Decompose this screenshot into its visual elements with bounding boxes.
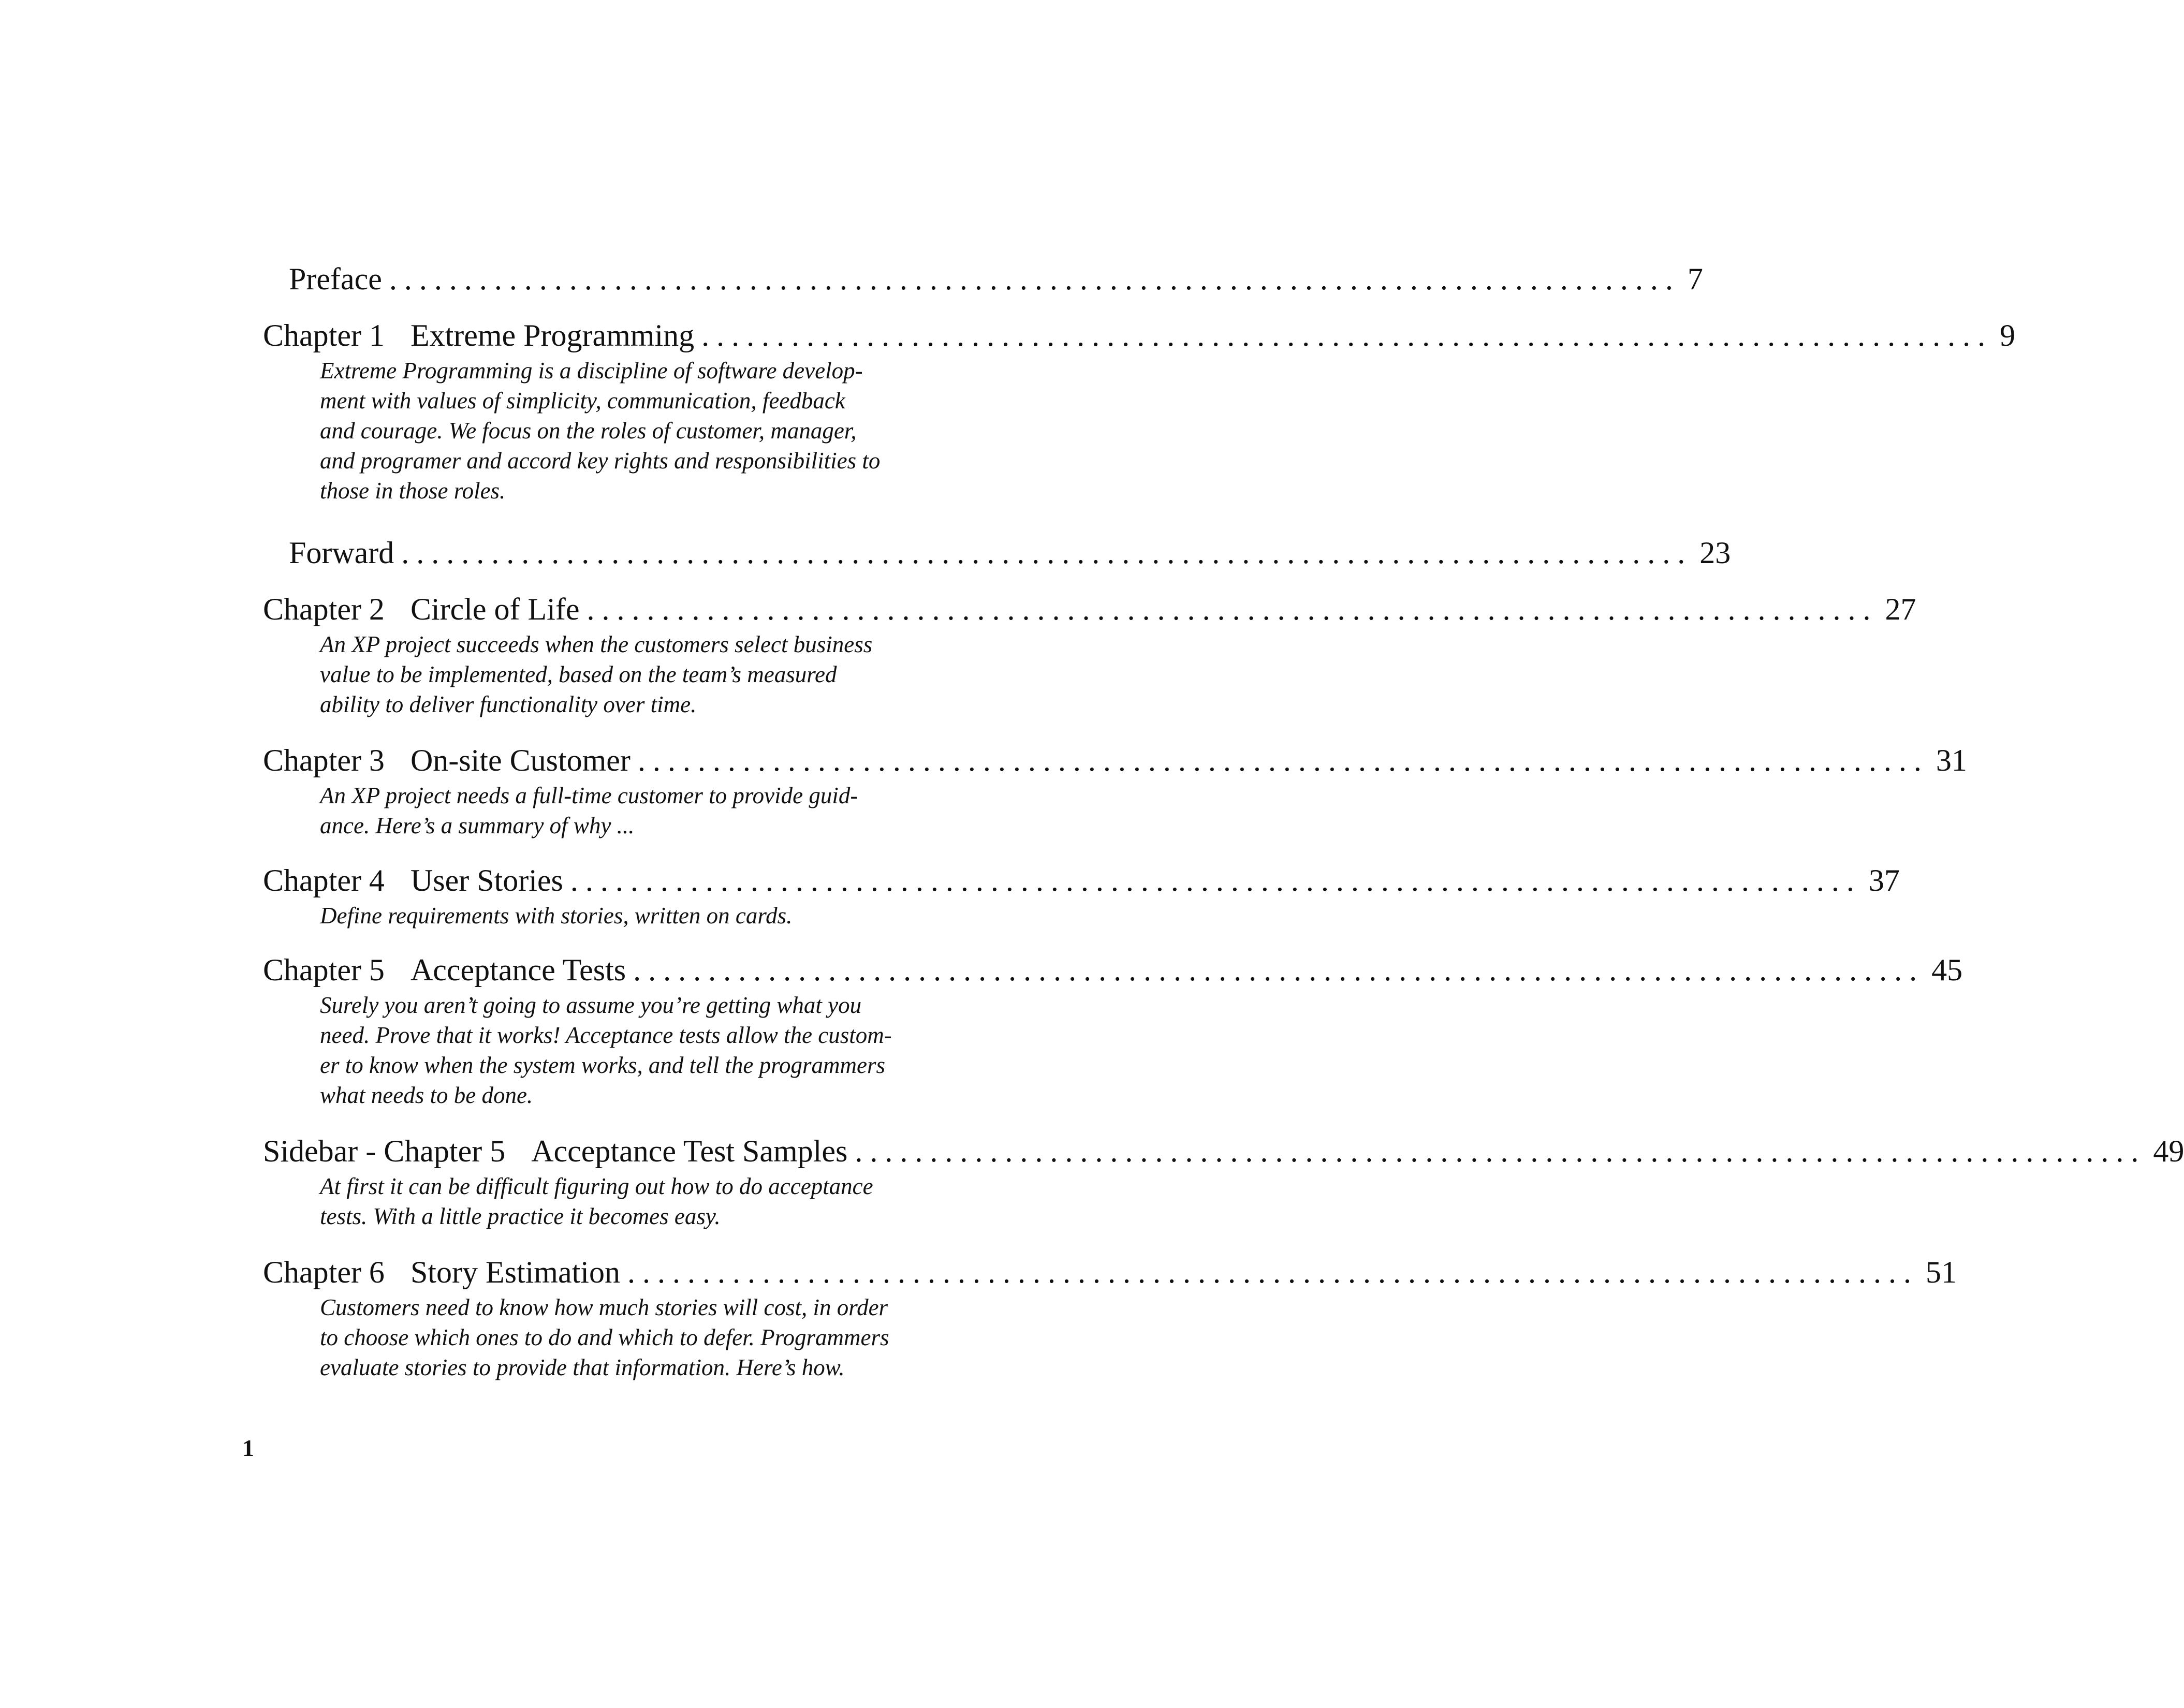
toc-entry-title: Circle of Life	[410, 592, 580, 626]
toc-entry-chapter-1	[263, 315, 2016, 506]
toc-entry-title: Extreme Programming	[410, 318, 695, 352]
toc-chapter-label: Chapter 2	[263, 592, 385, 626]
dot-leader: ......................................................................................	[701, 318, 1993, 352]
toc-entry-title: User Stories	[410, 863, 563, 897]
toc-entry-preface	[263, 259, 1703, 299]
dot-leader: ......................................................................................	[401, 536, 1693, 570]
toc-entry-description: Customers need to know how much stories will cost, in order to choose which ones to do and which to defer. Programmers evaluate stories to provide that information. Here’s how.	[320, 1294, 889, 1380]
toc-entry-chapter-5	[263, 950, 1963, 1110]
toc-entry-title: Story Estimation	[410, 1255, 620, 1289]
toc-chapter-label: Chapter 5	[263, 953, 385, 987]
toc-entry-chapter-3	[263, 740, 1967, 841]
toc-page-number: 49	[2153, 1134, 2184, 1168]
toc-entry-heading	[263, 950, 1963, 990]
toc-chapter-label: Sidebar - Chapter 5	[263, 1134, 506, 1168]
toc-chapter-label: Chapter 4	[263, 863, 385, 897]
toc-page-number: 27	[1885, 592, 1916, 626]
toc-page-number: 23	[1699, 536, 1731, 570]
toc-entry-chapter-2	[263, 589, 1916, 719]
toc-entry-chapter-4	[263, 860, 1900, 931]
page-number-folio: 1	[242, 1435, 254, 1461]
toc-entry-title: Acceptance Test Samples	[531, 1134, 848, 1168]
toc-entry-title: On-site Customer	[410, 743, 631, 777]
dot-leader: ......................................................................................	[389, 262, 1680, 296]
toc-chapter-label: Chapter 6	[263, 1255, 385, 1289]
dot-leader: ......................................................................................	[627, 1255, 1918, 1289]
toc-entry-description: At first it can be difficult figuring out how to do acceptance tests. With a little practice it becomes easy.	[320, 1173, 873, 1229]
toc-chapter-label: Chapter 1	[263, 318, 385, 352]
toc-entry-heading	[263, 1252, 1957, 1292]
toc-entry-forward	[263, 533, 1731, 573]
toc-page-number: 7	[1687, 262, 1703, 296]
toc-entry-heading	[263, 860, 1900, 901]
toc-entry-heading	[263, 315, 2016, 356]
dot-leader: ......................................................................................	[633, 953, 1925, 987]
toc-entry-description: An XP project needs a full-time customer to provide guid- ance. Here’s a summary of why ...	[320, 783, 858, 838]
toc-page-number: 31	[1936, 743, 1967, 777]
toc-page-number: 45	[1931, 953, 1963, 987]
toc-entry-chapter-6	[263, 1252, 1957, 1382]
toc-page-number: 51	[1925, 1255, 1957, 1289]
toc-entry-title: Preface	[289, 262, 382, 296]
dot-leader: ......................................................................................	[570, 863, 1861, 897]
toc-chapter-label: Chapter 3	[263, 743, 385, 777]
toc-entry-heading	[263, 740, 1967, 781]
toc-entry-description: Define requirements with stories, written on cards.	[320, 903, 793, 929]
dot-leader: ......................................................................................	[637, 743, 1929, 777]
toc-entry-description: Surely you aren’t going to assume you’re getting what you need. Prove that it works! Acceptance tests allow the custom- er to know when the system works, and tell the programmers what needs to be done.	[320, 992, 892, 1108]
table-of-contents	[263, 259, 2184, 1382]
dot-leader: ......................................................................................	[587, 592, 1878, 626]
toc-entry-heading	[263, 589, 1916, 629]
toc-page-number: 37	[1868, 863, 1900, 897]
toc-entry-sidebar-chapter-5	[263, 1131, 2184, 1231]
toc-entry-title: Acceptance Tests	[410, 953, 626, 987]
toc-entry-description: An XP project succeeds when the customers select business value to be implemented, based on the team’s measured ability to deliver functionality over time.	[320, 631, 873, 717]
toc-entry-description: Extreme Programming is a discipline of software develop- ment with values of simplicity, communication, feedback and courage. We focus on the roles of customer, manager, and programer and accord key rights and responsibilities to those in those roles.	[320, 358, 881, 504]
dot-leader: ......................................................................................	[855, 1134, 2146, 1168]
toc-entry-title: Forward	[289, 536, 394, 570]
toc-entry-heading	[263, 533, 1731, 573]
toc-entry-heading	[263, 259, 1703, 299]
toc-page-number: 9	[2000, 318, 2016, 352]
toc-entry-heading	[263, 1131, 2184, 1171]
